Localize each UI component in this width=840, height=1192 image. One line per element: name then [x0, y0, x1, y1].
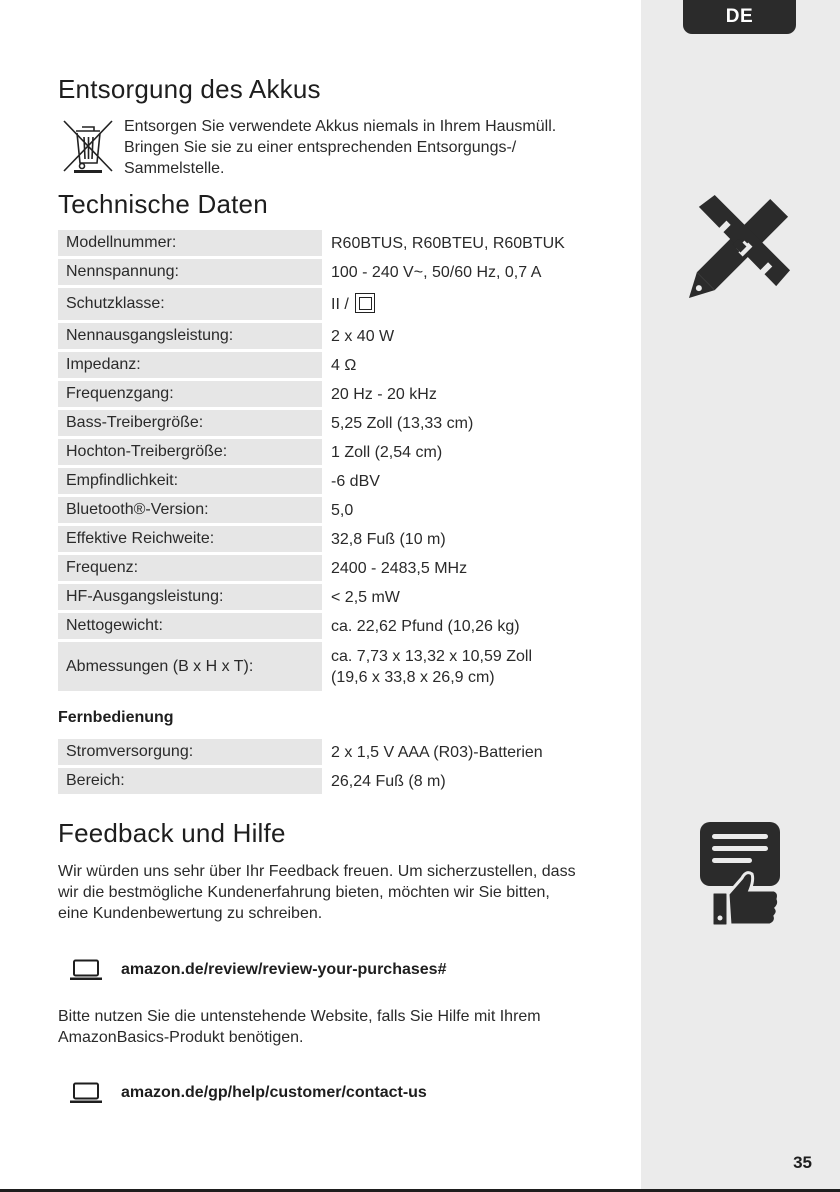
- spec-value: R60BTUS, R60BTEU, R60BTUK: [322, 230, 628, 256]
- tools-icon: [685, 193, 794, 302]
- table-row: [58, 555, 628, 581]
- spec-label: Nennspannung:: [58, 259, 322, 285]
- help-text-line: Bitte nutzen Sie die untenstehende Website, falls Sie Hilfe mit Ihrem: [58, 1008, 541, 1025]
- spec-value-line: (19,6 x 33,8 x 26,9 cm): [331, 668, 495, 686]
- feedback-heading: Feedback und Hilfe: [58, 818, 286, 848]
- disposal-text-line: Entsorgen Sie verwendete Akkus niemals in Ihrem Hausmüll.: [124, 118, 557, 135]
- table-row: [58, 439, 628, 465]
- spec-value: -6 dBV: [322, 468, 628, 494]
- spec-label: Stromversorgung:: [58, 739, 322, 765]
- spec-label: Schutzklasse:: [58, 288, 322, 320]
- review-link[interactable]: amazon.de/review/review-your-purchases#: [121, 961, 447, 978]
- technical-data-heading: Technische Daten: [58, 189, 268, 219]
- feedback-thumbs-up-icon: [700, 822, 782, 928]
- table-row: [58, 468, 628, 494]
- review-link-row[interactable]: [70, 958, 446, 982]
- disposal-text-line: Bringen Sie sie zu einer entsprechenden Entsorgungs-/: [124, 139, 517, 156]
- table-row: [58, 352, 628, 378]
- spec-value: 2400 - 2483,5 MHz: [322, 555, 628, 581]
- right-sidebar: [641, 0, 840, 1192]
- table-row: [58, 768, 628, 794]
- table-row: [58, 613, 628, 639]
- spec-value: 20 Hz - 20 kHz: [322, 381, 628, 407]
- help-link-row[interactable]: [70, 1081, 427, 1105]
- spec-value: 32,8 Fuß (10 m): [322, 526, 628, 552]
- table-row: [58, 288, 628, 320]
- laptop-icon: [70, 1082, 102, 1104]
- laptop-icon: [70, 959, 102, 981]
- table-row: [58, 584, 628, 610]
- spec-value: 100 - 240 V~, 50/60 Hz, 0,7 A: [322, 259, 628, 285]
- spec-label: Nettogewicht:: [58, 613, 322, 639]
- spec-label: Empfindlichkeit:: [58, 468, 322, 494]
- spec-label: HF-Ausgangsleistung:: [58, 584, 322, 610]
- disposal-text: [124, 116, 624, 179]
- spec-value: 5,0: [322, 497, 628, 523]
- spec-label: Bluetooth®-Version:: [58, 497, 322, 523]
- help-text-line: AmazonBasics-Produkt benötigen.: [58, 1029, 304, 1046]
- spec-value: ca. 22,62 Pfund (10,26 kg): [322, 613, 628, 639]
- spec-value: < 2,5 mW: [322, 584, 628, 610]
- table-row: [58, 259, 628, 285]
- spec-label: Bereich:: [58, 768, 322, 794]
- spec-value: 2 x 1,5 V AAA (R03)-Batterien: [322, 739, 628, 765]
- table-row: [58, 526, 628, 552]
- spec-value: 1 Zoll (2,54 cm): [322, 439, 628, 465]
- spec-value: 26,24 Fuß (8 m): [322, 768, 628, 794]
- spec-label: Nennausgangsleistung:: [58, 323, 322, 349]
- spec-value-line: ca. 7,73 x 13,32 x 10,59 Zoll: [331, 647, 533, 665]
- spec-value-text: II /: [331, 296, 349, 313]
- spec-value: [322, 642, 628, 691]
- technical-data-table: [58, 227, 628, 694]
- spec-label: Frequenzgang:: [58, 381, 322, 407]
- spec-value: [322, 288, 628, 320]
- spec-label: Hochton-Treibergröße:: [58, 439, 322, 465]
- spec-value: 4 Ω: [322, 352, 628, 378]
- spec-label: Bass-Treibergröße:: [58, 410, 322, 436]
- spec-value: 2 x 40 W: [322, 323, 628, 349]
- remote-data-table: [58, 736, 628, 797]
- spec-label: Effektive Reichweite:: [58, 526, 322, 552]
- feedback-text-line: wir die bestmögliche Kundenerfahrung bieten, möchten wir Sie bitten,: [58, 884, 550, 901]
- table-row: [58, 230, 628, 256]
- spec-value: 5,25 Zoll (13,33 cm): [322, 410, 628, 436]
- table-row: [58, 739, 628, 765]
- spec-label: Frequenz:: [58, 555, 322, 581]
- table-row: [58, 642, 628, 691]
- feedback-text-line: eine Kundenbewertung zu schreiben.: [58, 905, 323, 922]
- disposal-text-line: Sammelstelle.: [124, 160, 225, 177]
- class-ii-double-square-icon: [355, 293, 375, 313]
- feedback-text-line: Wir würden uns sehr über Ihr Feedback freuen. Um sicherzustellen, dass: [58, 863, 576, 880]
- disposal-heading: Entsorgung des Akkus: [58, 74, 321, 104]
- help-paragraph: [58, 1006, 628, 1048]
- table-row: [58, 323, 628, 349]
- table-row: [58, 497, 628, 523]
- language-tab: DE: [683, 0, 796, 34]
- page-number: 35: [793, 1153, 812, 1172]
- help-link[interactable]: amazon.de/gp/help/customer/contact-us: [121, 1084, 427, 1101]
- remote-heading: Fernbedienung: [58, 709, 174, 726]
- table-row: [58, 381, 628, 407]
- spec-label: Impedanz:: [58, 352, 322, 378]
- spec-label: Abmessungen (B x H x T):: [58, 642, 322, 691]
- feedback-paragraph: [58, 861, 628, 924]
- crossed-out-wheelie-bin-icon: [60, 117, 116, 175]
- spec-label: Modellnummer:: [58, 230, 322, 256]
- table-row: [58, 410, 628, 436]
